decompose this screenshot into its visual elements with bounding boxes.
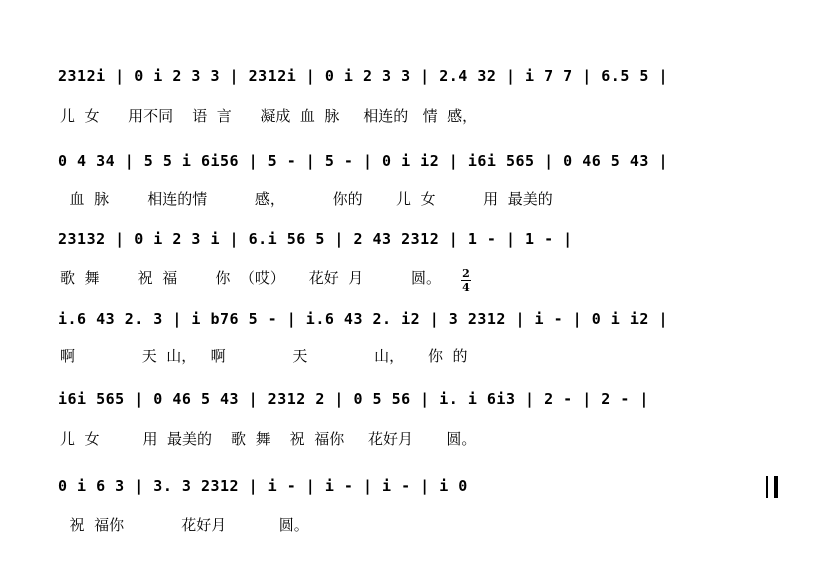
lyrics-line-5: 儿 女 用 最美的 歌 舞 祝 福你 花好月 圆。 [60, 430, 477, 448]
time-signature-bottom: 4 [462, 281, 470, 294]
lyrics-line-2: 血 脉 相连的情 感， 你的 儿 女 用 最美的 [60, 190, 553, 208]
notation-line-6: 0 i 6 3 | 3. 3 2312 | i - | i - | i - | i 0 [58, 477, 468, 495]
lyrics-line-3: 歌 舞 祝 福 你 （哎） 花好 月 圆。 [60, 269, 441, 287]
notation-line-4: i.6 43 2. 3 | i b76 5 - | i.6 43 2. i2 | 3 2312 | i - | 0 i i2 | [58, 310, 668, 328]
time-signature [461, 268, 471, 293]
lyrics-line-1: 儿 女 用不同 语 言 凝成 血 脉 相连的 情 感， [60, 107, 478, 125]
final-barline [766, 476, 778, 498]
lyrics-line-4: 啊 天 山， 啊 天 山， 你 的 [60, 347, 468, 365]
time-signature-top: 2 [462, 267, 470, 280]
notation-line-5: i6i 565 | 0 46 5 43 | 2312 2 | 0 5 56 | i. i 6i3 | 2 - | 2 - | [58, 390, 649, 408]
notation-line-3: 23132 | 0 i 2 3 i | 6.i 56 5 | 2 43 2312 | 1 - | 1 - | [58, 230, 573, 248]
notation-line-2: 0 4 34 | 5 5 i 6i56 | 5 - | 5 - | 0 i i2 | i6i 565 | 0 46 5 43 | [58, 152, 668, 170]
lyrics-line-6: 祝 福你 花好月 圆。 [60, 516, 309, 534]
notation-line-1: 2312i | 0 i 2 3 3 | 2312i | 0 i 2 3 3 | 2.4 32 | i 7 7 | 6.5 5 | [58, 67, 668, 85]
